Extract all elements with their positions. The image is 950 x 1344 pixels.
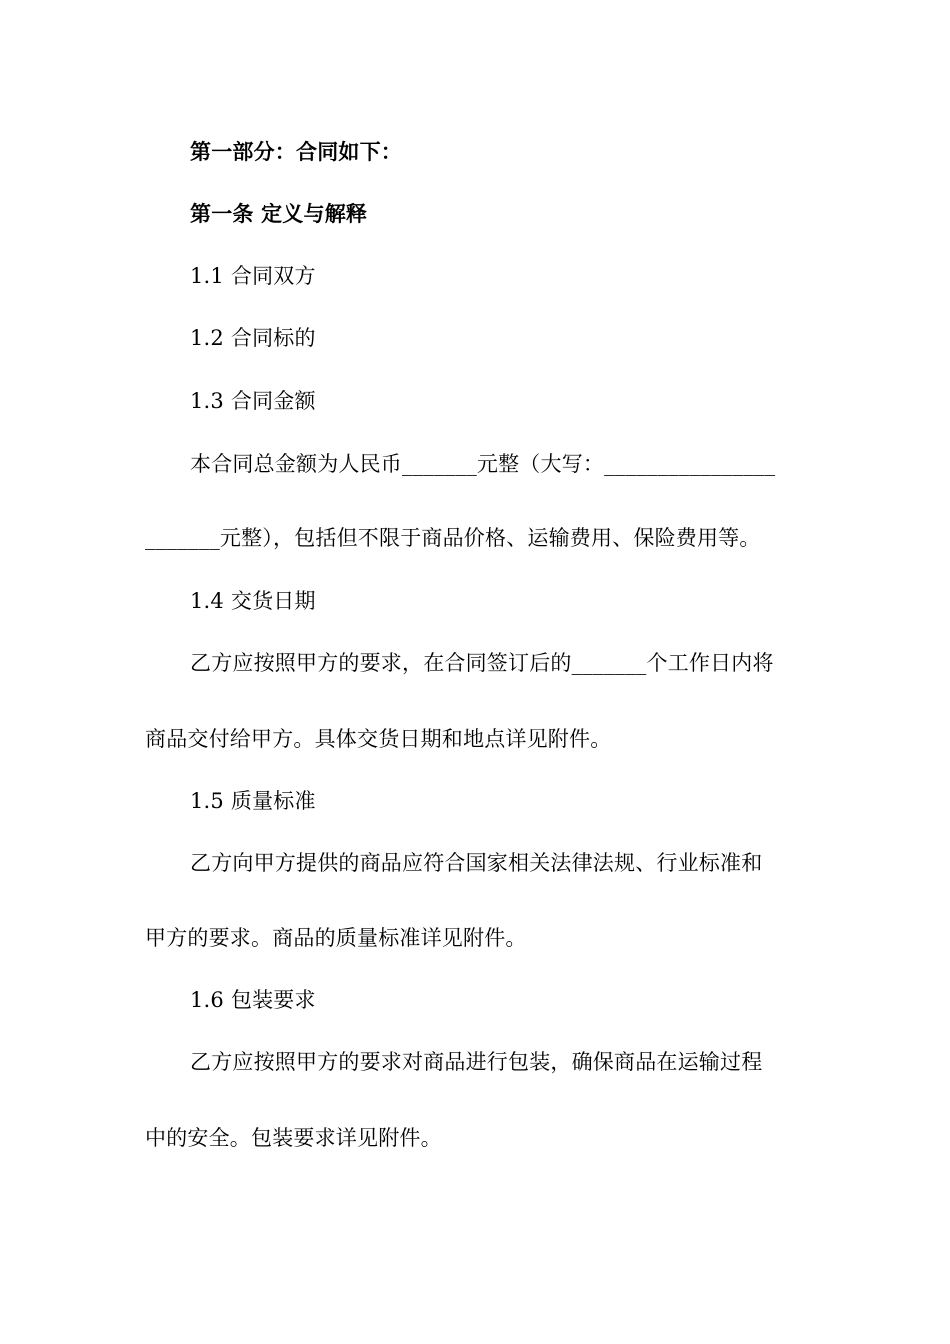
- paragraph-1-4-line2: 商品交付给甲方。具体交货日期和地点详见附件。: [145, 727, 612, 751]
- paragraph-1-4-line1: 乙方应按照甲方的要求，在合同签订后的_______个工作日内将: [190, 651, 774, 675]
- section-heading-1-4: 1.4 交货日期: [190, 589, 316, 613]
- paragraph-1-6-line2: 中的安全。包装要求详见附件。: [145, 1126, 442, 1150]
- paragraph-1-3-line2: _______元整），包括但不限于商品价格、运输费用、保险费用等。: [145, 526, 761, 550]
- part-heading: 第一部分：合同如下：: [190, 140, 402, 164]
- section-heading-1-6: 1.6 包装要求: [190, 988, 316, 1012]
- paragraph-1-5-line1: 乙方向甲方提供的商品应符合国家相关法律法规、行业标准和: [190, 851, 763, 875]
- paragraph-1-6-line1: 乙方应按照甲方的要求对商品进行包装，确保商品在运输过程: [190, 1050, 763, 1074]
- paragraph-1-5-line2: 甲方的要求。商品的质量标准详见附件。: [145, 926, 527, 950]
- article-heading: 第一条 定义与解释: [190, 202, 368, 226]
- section-heading-1-5: 1.5 质量标准: [190, 789, 316, 813]
- paragraph-1-3-line1: 本合同总金额为人民币_______元整（大写：________________: [190, 452, 776, 476]
- section-heading-1-2: 1.2 合同标的: [190, 326, 316, 350]
- section-heading-1-3: 1.3 合同金额: [190, 389, 316, 413]
- section-heading-1-1: 1.1 合同双方: [190, 264, 316, 288]
